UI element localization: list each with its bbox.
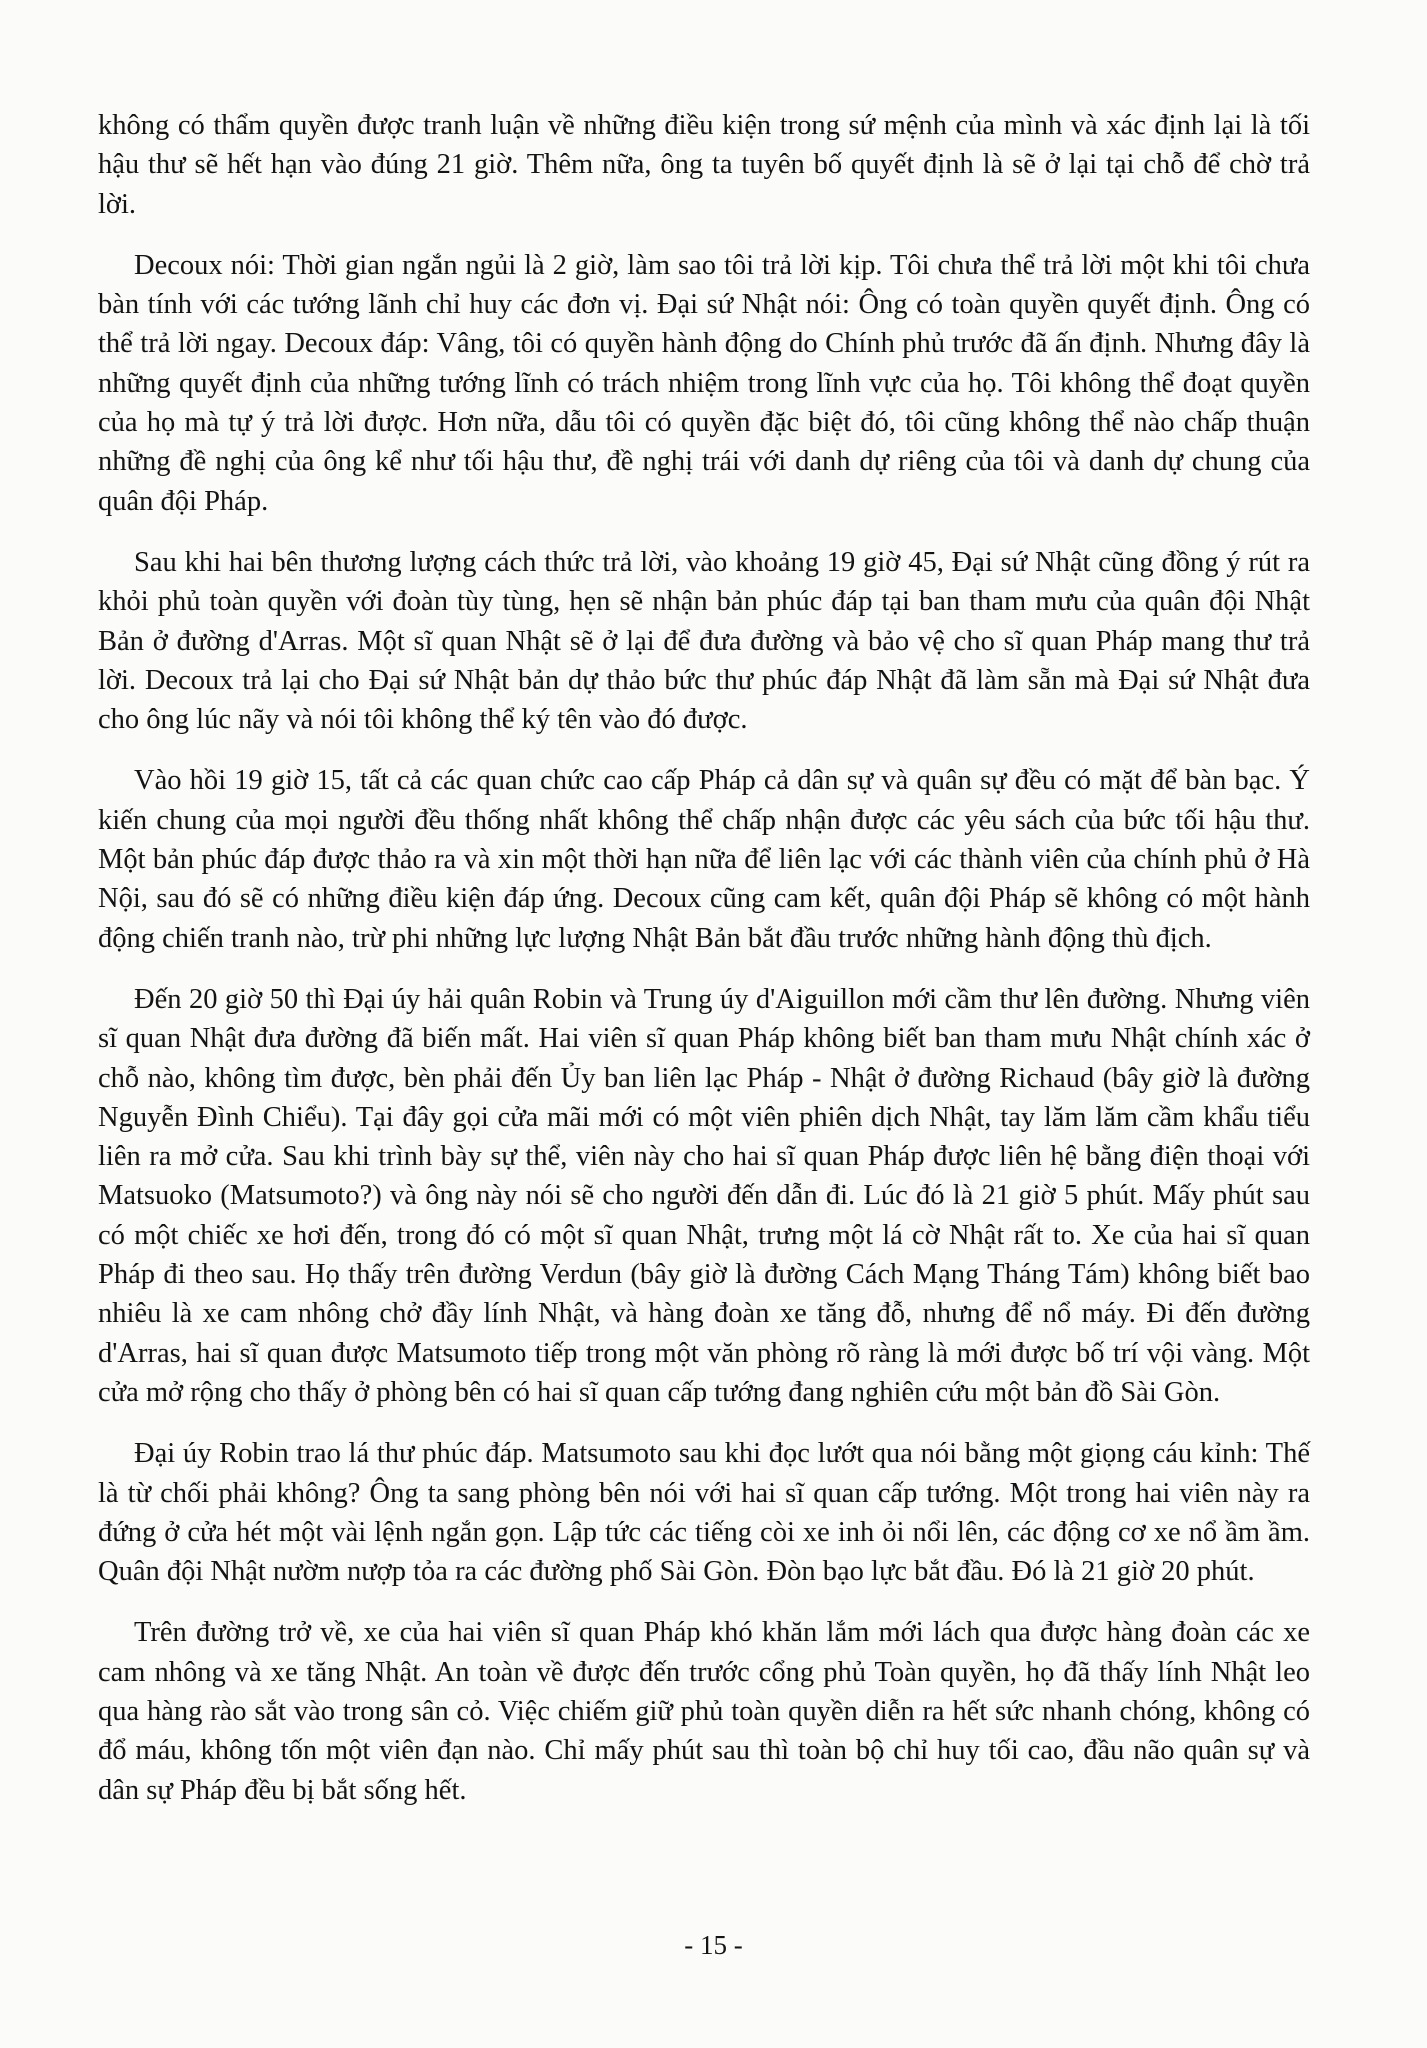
page-number: - 15 - xyxy=(684,1930,743,1960)
paragraph-capture: Trên đường trở về, xe của hai viên sĩ quan Pháp khó khăn lắm mới lách qua được hàng đoàn các xe cam nhông và xe tăng Nhật. An toàn về được đến trước cổng phủ Toàn quyền, họ đã thấy lính Nhật leo qua hàng rào sắt vào trong sân cỏ. Việc chiếm giữ phủ toàn quyền diễn ra hết sức nhanh chóng, không có đổ máu, không tốn một viên đạn nào. Chỉ mấy phút sau thì toàn bộ chỉ huy tối cao, đầu não quân sự và dân sự Pháp đều bị bắt sống hết. xyxy=(98,1617,1310,1806)
paragraph-officers-journey: Đến 20 giờ 50 thì Đại úy hải quân Robin và Trung úy d'Aiguillon mới cầm thư lên đường. Nhưng viên sĩ quan Nhật đưa đường đã biến mất. Hai viên sĩ quan Pháp không biết ban tham mưu Nhật chính xác ở chỗ nào, không tìm được, bèn phải đến Ủy ban liên lạc Pháp - Nhật ở đường Richaud (bây giờ là đường Nguyễn Đình Chiểu). Tại đây gọi cửa mãi mới có một viên phiên dịch Nhật, tay lăm lăm cầm khẩu tiểu liên ra mở cửa. Sau khi trình bày sự thể, viên này cho hai sĩ quan Pháp được liên hệ bằng điện thoại với Matsuoko (Matsumoto?) và ông này nói sẽ cho người đến dẫn đi. Lúc đó là 21 giờ 5 phút. Mấy phút sau có một chiếc xe hơi đến, trong đó có một sĩ quan Nhật, trưng một lá cờ Nhật rất to. Xe của hai sĩ quan Pháp đi theo sau. Họ thấy trên đường Verdun (bây giờ là đường Cách Mạng Tháng Tám) không biết bao nhiêu là xe cam nhông chở đầy lính Nhật, và hàng đoàn xe tăng đỗ, nhưng để nổ máy. Đi đến đường d'Arras, hai sĩ quan được Matsumoto tiếp trong một văn phòng rõ ràng là mới được bố trí vội vàng. Một cửa mở rộng cho thấy ở phòng bên có hai sĩ quan cấp tướng đang nghiên cứu một bản đồ Sài Gòn. xyxy=(98,983,1310,1408)
paragraph-refusal: Đại úy Robin trao lá thư phúc đáp. Matsumoto sau khi đọc lướt qua nói bằng một giọng cáu kỉnh: Thế là từ chối phải không? Ông ta sang phòng bên nói với hai sĩ quan cấp tướng. Một trong hai viên này ra đứng ở cửa hét một vài lệnh ngắn gọn. Lập tức các tiếng còi xe inh ỏi nổi lên, các động cơ xe nổ ầm ầm. Quân đội Nhật nườm nượp tỏa ra các đường phố Sài Gòn. Đòn bạo lực bắt đầu. Đó là 21 giờ 20 phút. xyxy=(98,1438,1310,1588)
paragraph-negotiation: Sau khi hai bên thương lượng cách thức trả lời, vào khoảng 19 giờ 45, Đại sứ Nhật cũng đồng ý rút ra khỏi phủ toàn quyền với đoàn tùy tùng, hẹn sẽ nhận bản phúc đáp tại ban tham mưu của quân đội Nhật Bản ở đường d'Arras. Một sĩ quan Nhật sẽ ở lại để đưa đường và bảo vệ cho sĩ quan Pháp mang thư trả lời. Decoux trả lại cho Đại sứ Nhật bản dự thảo bức thư phúc đáp Nhật đã làm sẵn mà Đại sứ Nhật đưa cho ông lúc nãy và nói tôi không thể ký tên vào đó được. xyxy=(98,546,1310,736)
paragraph-meeting: Vào hồi 19 giờ 15, tất cả các quan chức cao cấp Pháp cả dân sự và quân sự đều có mặt để bàn bạc. Ý kiến chung của mọi người đều thống nhất không thể chấp nhận được các yêu sách của bức tối hậu thư. Một bản phúc đáp được thảo ra và xin một thời hạn nữa để liên lạc với các thành viên của chính phủ ở Hà Nội, sau đó sẽ có những điều kiện đáp ứng. Decoux cũng cam kết, quân đội Pháp sẽ không có một hành động chiến tranh nào, trừ phi những lực lượng Nhật Bản bắt đầu trước những hành động thù địch. xyxy=(98,765,1310,954)
body-text xyxy=(98,106,1310,1832)
paragraph-continuation: không có thẩm quyền được tranh luận về những điều kiện trong sứ mệnh của mình và xác định lại là tối hậu thư sẽ hết hạn vào đúng 21 giờ. Thêm nữa, ông ta tuyên bố quyết định là sẽ ở lại tại chỗ để chờ trả lời. xyxy=(98,110,1310,220)
paragraph-decoux-reply: Decoux nói: Thời gian ngắn ngủi là 2 giờ, làm sao tôi trả lời kịp. Tôi chưa thể trả lời một khi tôi chưa bàn tính với các tướng lãnh chỉ huy các đơn vị. Đại sứ Nhật nói: Ông có toàn quyền quyết định. Ông có thể trả lời ngay. Decoux đáp: Vâng, tôi có quyền hành động do Chính phủ trước đã ấn định. Nhưng đây là những quyết định của những tướng lĩnh có trách nhiệm trong lĩnh vực của họ. Tôi không thể đoạt quyền của họ mà tự ý trả lời được. Hơn nữa, dẫu tôi có quyền đặc biệt đó, tôi cũng không thể nào chấp thuận những đề nghị của ông kể như tối hậu thư, đề nghị trái với danh dự riêng của tôi và danh dự chung của quân đội Pháp. xyxy=(98,249,1310,517)
